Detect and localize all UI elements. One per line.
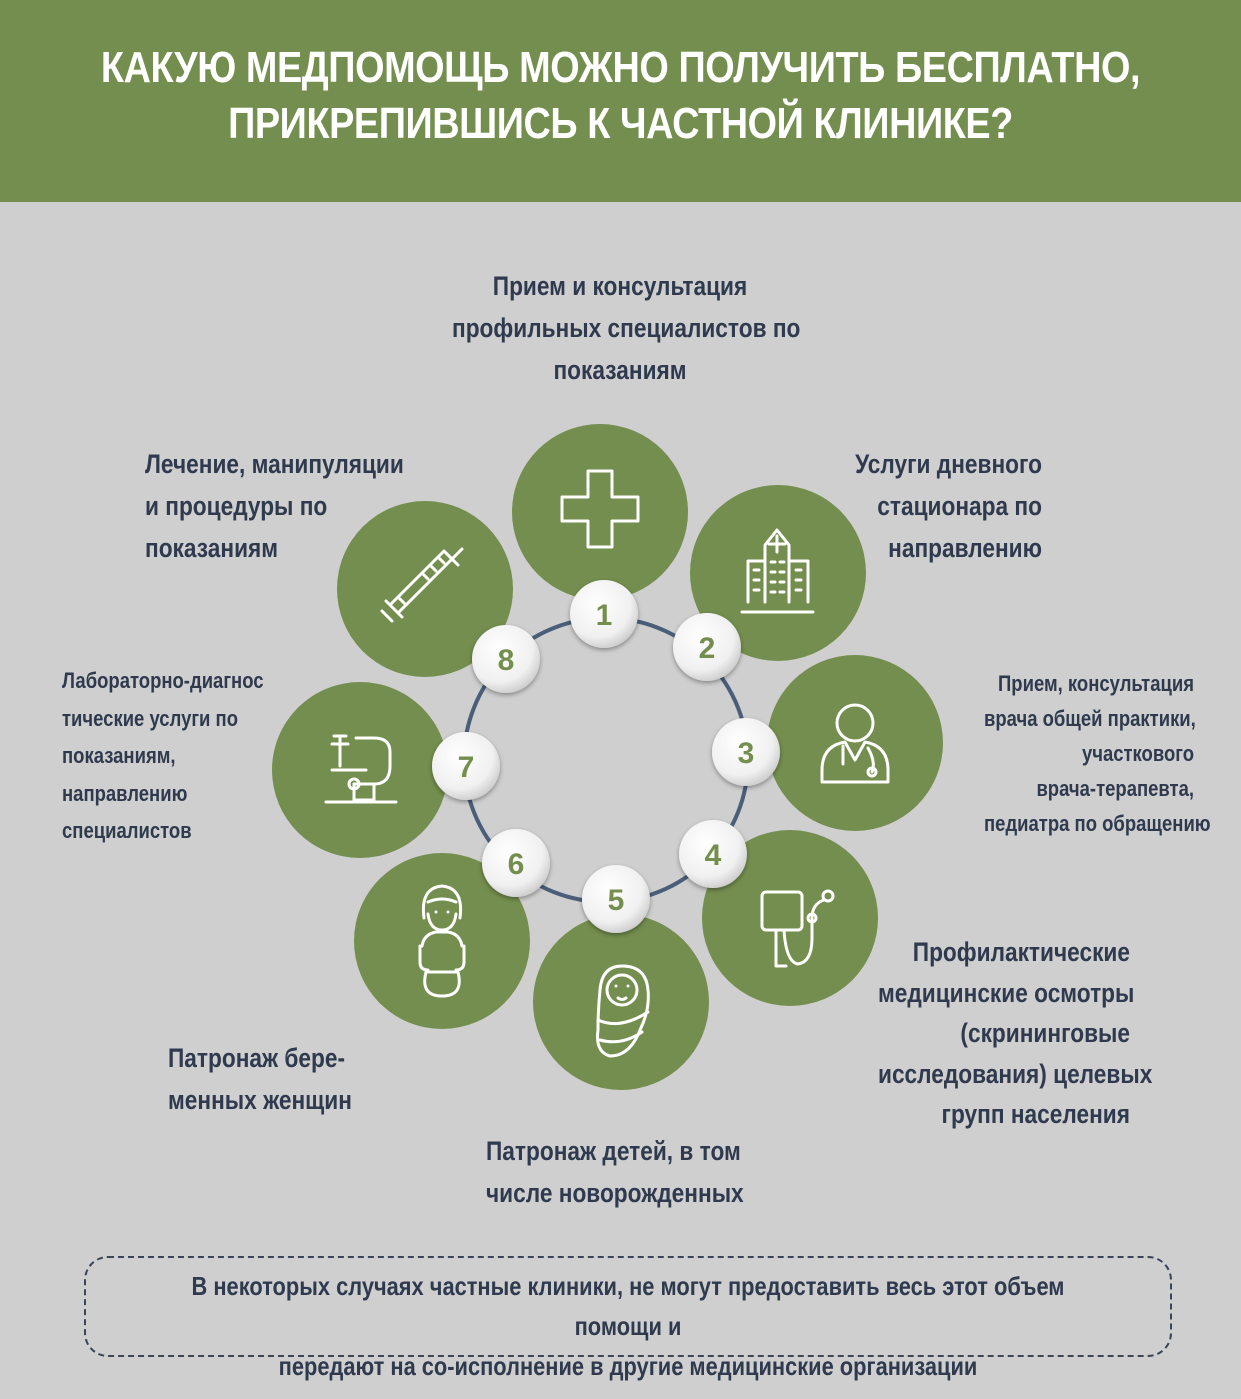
item-1-line-2: профильных специалистов по (452, 313, 801, 343)
item-label-8 (145, 443, 422, 569)
number-badge-7 (432, 732, 500, 800)
item-5-line-1: Патронаж детей, в том (486, 1136, 741, 1166)
service-circle-3 (767, 655, 943, 831)
badge-number-1: 1 (595, 599, 613, 632)
note-line-1: В некоторых случаях частные клиники, не могут предоставить весь этот объем помощи и (191, 1271, 1065, 1341)
item-3-line-2: врача общей практики, (984, 706, 1196, 731)
note-line-2: передают на со-исполнение в другие медицинские организации (278, 1351, 978, 1381)
item-4-line-5: групп населения (941, 1099, 1130, 1129)
service-circle-1 (512, 424, 688, 600)
number-badge-5 (582, 865, 650, 933)
badge-number-8: 8 (497, 644, 515, 677)
item-2-line-2: стационара по (877, 491, 1042, 521)
item-1-line-1: Прием и консультация (492, 271, 748, 301)
item-2-line-3: направлению (888, 533, 1042, 563)
item-8-line-1: Лечение, манипуляции (145, 449, 404, 479)
item-3-line-1: Прием, консультация (998, 671, 1194, 696)
item-4-line-1: Профилактические (912, 937, 1130, 967)
item-7-line-4: направлению (62, 780, 188, 806)
item-7-line-2: тические услуги по (62, 705, 238, 731)
item-3-line-5: педиатра по обращению (984, 811, 1211, 836)
item-8-line-3: показаниям (145, 533, 279, 563)
item-label-2 (839, 443, 1042, 569)
item-2-line-1: Услуги дневного (855, 449, 1042, 479)
number-badge-4 (679, 820, 747, 888)
number-badge-1 (570, 580, 638, 648)
number-badge-6 (482, 829, 550, 897)
item-4-line-4: исследования) целевых (878, 1058, 1153, 1089)
item-3-line-3: участкового (1081, 741, 1194, 766)
item-8-line-2: и процедуры по (145, 491, 328, 521)
number-badge-2 (673, 613, 741, 681)
item-4-line-3: (скрининговые (960, 1018, 1130, 1048)
item-label-5 (486, 1130, 755, 1214)
badge-number-4: 4 (704, 839, 722, 872)
service-circle-5 (533, 914, 709, 1090)
item-label-7 (62, 662, 289, 850)
number-badge-8 (472, 625, 540, 693)
item-label-4 (878, 932, 1153, 1135)
badge-number-6: 6 (507, 848, 525, 881)
title-line-2: ПРИКРЕПИВШИСЬ К ЧАСТНОЙ КЛИНИКЕ? (228, 99, 1013, 148)
footer-note (171, 1266, 1085, 1386)
badge-number-5: 5 (607, 884, 625, 917)
item-1-line-3: показаниям (553, 355, 687, 385)
item-3-line-4: врача-терапевта, (1036, 776, 1194, 801)
item-4-line-2: медицинские осмотры (878, 977, 1135, 1008)
number-badge-3 (712, 718, 780, 786)
item-6-line-1: Патронаж бере- (168, 1043, 346, 1073)
item-7-line-1: Лабораторно-диагнос (62, 668, 264, 693)
title-line-1: КАКУЮ МЕДПОМОЩЬ МОЖНО ПОЛУЧИТЬ БЕСПЛАТНО, (100, 43, 1141, 92)
badge-number-7: 7 (457, 751, 475, 784)
item-6-line-2: менных женщин (168, 1085, 352, 1115)
badge-number-3: 3 (737, 737, 755, 770)
item-label-1 (452, 265, 801, 391)
item-label-3 (984, 666, 1211, 841)
badge-number-2: 2 (698, 632, 716, 665)
item-5-line-2: числе новорожденных (486, 1178, 744, 1208)
item-7-line-3: показаниям, (62, 743, 176, 768)
item-7-line-5: специалистов (62, 818, 192, 843)
item-label-6 (168, 1037, 386, 1121)
